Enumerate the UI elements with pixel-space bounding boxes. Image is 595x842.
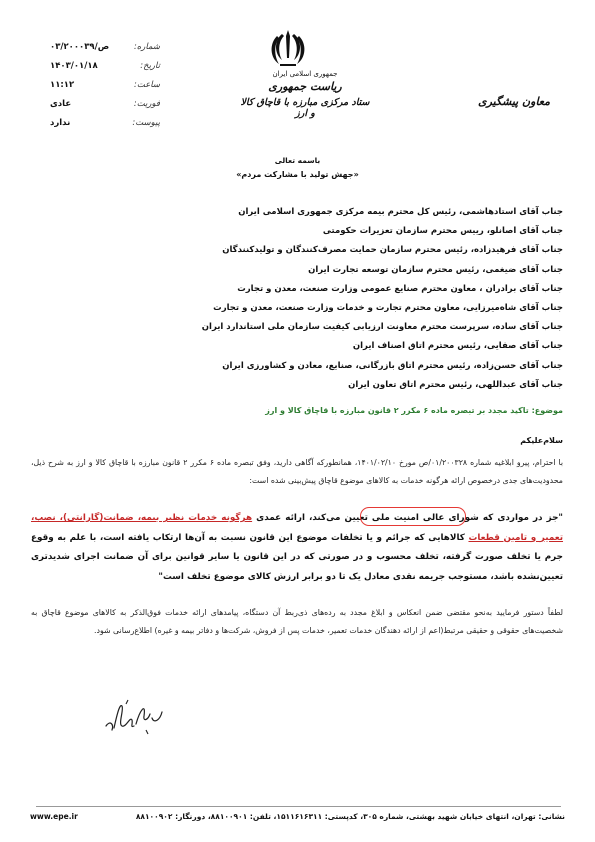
logo-line-country: جمهوری اسلامی ایران <box>272 70 338 78</box>
quote-part-1: "جز در مواردی که شورای عالی امنیت ملی تعیین می‌کند، ارائه عمدی <box>252 513 563 523</box>
highlight-circle-annotation <box>360 507 466 526</box>
handwritten-signature <box>100 690 170 740</box>
iran-emblem-icon <box>268 28 308 70</box>
logo-line-presidency: ریاست جمهوری <box>268 80 342 93</box>
recipient-line: جناب آقای ضیغمی، رئیس محترم سازمان توسعه تجارت ایران <box>308 264 563 275</box>
bismillah: باسمه تعالی <box>274 156 321 165</box>
meta-date-row <box>50 57 160 76</box>
recipients-list <box>43 203 563 395</box>
footer-website[interactable]: www.epe.ir <box>30 812 78 821</box>
recipient-line: جناب آقای ساده، سرپرست محترم معاونت ارزیابی کیفیت سازمان ملی استاندارد ایران <box>201 322 563 333</box>
quote-part-2: کالاهایی که جرائم و یا تخلفات موضوع این قانون نسبت به آن‌ها ارتکاب یافته است، با علم به وقوع جرم یا تخلف صورت گرفته، تخلف محسوب و در صورتی که در این قانون یا سایر قوانین برای آن ضمانت اجرای شدیدتری تعیین‌نشده باشد، مستوجب جریمه نقدی معادل یک تا دو برابر ارزش کالای موضوع تخلف است" <box>31 532 563 582</box>
recipient-line: جناب آقای برادران ، معاون محترم صنایع عمومی وزارت صنعت، معدن و تجارت <box>237 283 563 294</box>
footer-address: نشانی: تهران، انتهای خیابان شهید بهشتی، شماره ۳۰۵، کدپستی: ۱۵۱۱۶۱۶۳۱۱، تلفن: ۸۸۱۰۰۹۰۱، دورنگار: ۸۸۱۰۰۹۰۲ <box>135 812 565 821</box>
department-title: معاون پیشگیری <box>477 95 550 108</box>
recipient-line: جناب آقای اصانلو، رییس محترم سازمان تعزیرات حکومتی <box>322 226 563 237</box>
meta-attachment-row <box>50 114 160 133</box>
meta-urgency-row <box>50 95 160 114</box>
recipient-line: جناب آقای فرهیدزاده، رئیس محترم سازمان حمایت مصرف‌کنندگان و تولیدکنندگان <box>222 245 563 256</box>
urgency-value: عادی <box>50 99 72 109</box>
year-slogan: «جهش تولید با مشارکت مردم» <box>236 170 359 179</box>
footer <box>30 812 565 821</box>
time-label: ساعت: <box>134 80 160 90</box>
meta-number-row <box>50 38 160 57</box>
subject-line <box>43 406 563 415</box>
attachment-value: ندارد <box>50 118 71 128</box>
greeting: سلام‌علیکم <box>520 436 563 445</box>
recipient-line: جناب آقای استادهاشمی، رئیس کل محترم بیمه مرکزی جمهوری اسلامی ایران <box>238 207 563 217</box>
subject-text: تاکید مجدد بر تبصره ماده ۶ مکرر ۲ قانون مبارزه با قاچاق کالا و ارز <box>265 406 529 415</box>
quoted-law-paragraph <box>31 509 563 587</box>
recipient-line: جناب آقای عبداللهی، رئیس محترم اتاق تعاون ایران <box>348 379 563 390</box>
time-value: ۱۱:۱۲ <box>50 80 75 90</box>
recipient-line: جناب آقای شاه‌میرزایی، معاون محترم تجارت و خدمات وزارت صنعت، معدن و تجارت <box>213 303 563 314</box>
number-label: شماره: <box>133 42 160 52</box>
urgency-label: فوریت: <box>133 99 160 109</box>
letter-meta <box>50 38 160 133</box>
recipient-line: جناب آقای صفایی، رئیس محترم اتاق اصناف ایران <box>352 341 563 352</box>
meta-time-row <box>50 76 160 95</box>
attachment-label: پیوست: <box>132 118 160 128</box>
footer-divider <box>36 806 561 807</box>
quote-highlight: هرگونه خدمات نظیر بیمه، ضمانت(گارانتی)، نصب، تعمیر و تامین قطعات <box>31 513 564 543</box>
logo-line-organization: ستاد مرکزی مبارزه با قاچاق کالا و ارز <box>240 97 370 119</box>
subject-label: موضوع: <box>531 406 563 415</box>
intro-paragraph: با احترام، پیرو ابلاغیه شماره ۰۱/۲۰۰۳۲۸/ص مورخ ۱۴۰۱/۰۲/۱۰، همانطورکه آگاهی دارید، وفق تبصره ماده ۶ مکرر ۲ قانون مبارزه با قاچاق کالا و ارز به شرح ذیل، محدودیت‌های جدی درخصوص ارائه هرگونه خدمات به کالاهای موضوع قاچاق پیش‌بینی شده است: <box>31 458 564 485</box>
date-value: ۱۴۰۳/۰۱/۱۸ <box>50 61 98 71</box>
number-value: ۰۳/۲۰۰۰۳۹/ص <box>50 42 110 52</box>
closing-paragraph: لطفاً دستور فرمایید به‌نحو مقتضی ضمن انعکاس و ابلاغ مجدد به رده‌های ذی‌ربط آن دستگاه، پیامدهای ارائه خدمات فوق‌الذکر به کالاهای موضوع قاچاق به شخصیت‌های حقوقی و حقیقی مرتبط(اعم از ارائه دهندگان خدمات تعمیر، خدمات پس از فروش، شرکت‌ها و دفاتر بیمه و غیره) اطلاع‌رسانی شود. <box>31 608 563 635</box>
recipient-line: جناب آقای حسن‌زاده، رئیس محترم اتاق بازرگانی، صنایع، معادن و کشاورزی ایران <box>222 360 563 371</box>
organization-logo-text <box>240 70 370 119</box>
date-label: تاریخ: <box>140 61 160 71</box>
